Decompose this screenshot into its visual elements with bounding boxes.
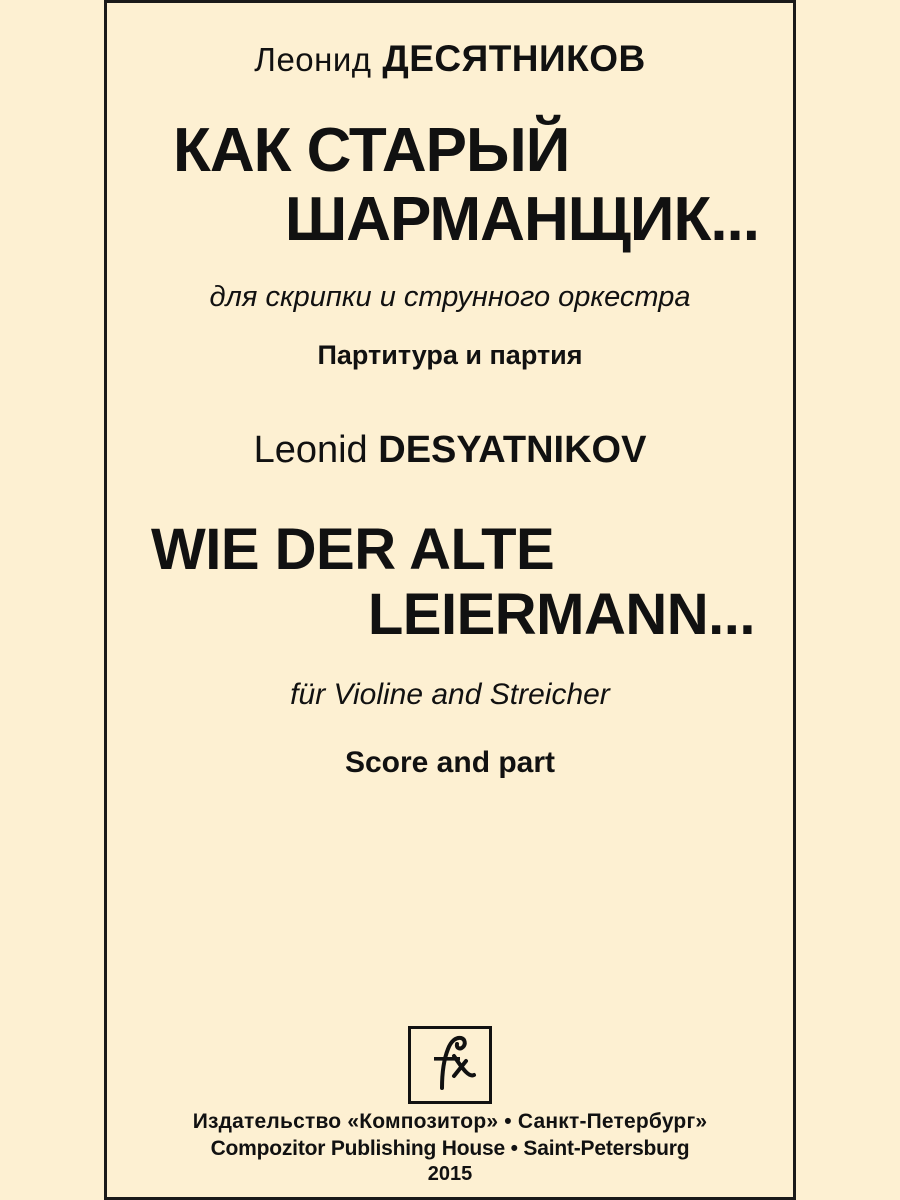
work-title-german (135, 518, 765, 648)
publisher-name-english: Compozitor Publishing House • Saint-Petersburg (210, 1137, 690, 1160)
edition-kind-english: Score and part (344, 745, 556, 779)
work-subtitle-german: für Violine and Streicher (290, 677, 610, 711)
composer-first-name-russian: Леонид (254, 41, 372, 78)
compozitor-publishing-logo-icon (408, 1026, 492, 1104)
composer-first-name-english: Leonid (253, 428, 368, 471)
border-line-right (793, 0, 796, 1200)
work-title-russian-line-1: КАК СТАРЫЙ (173, 116, 570, 185)
publisher-logo-container (135, 1026, 765, 1104)
work-title-russian-line-2: ШАРМАНЩИК... (284, 185, 759, 255)
cover-content (107, 0, 793, 1200)
publisher-name-russian: Издательство «Композитор» • Санкт-Петербург» (192, 1110, 708, 1133)
work-subtitle-russian: для скрипки и струнного оркестра (209, 280, 691, 313)
publisher-imprint (135, 1110, 765, 1186)
work-title-german-line-2: LEIERMANN... (367, 581, 755, 647)
publication-year: 2015 (427, 1163, 473, 1185)
edition-kind-russian: Партитура и партия (317, 339, 583, 370)
composer-name-russian (135, 38, 765, 80)
composer-last-name-english: DESYATNIKOV (378, 428, 647, 471)
composer-name-english (135, 429, 765, 472)
work-title-german-line-1: WIE DER ALTE (151, 516, 555, 582)
composer-last-name-russian: ДЕСЯТНИКОВ (382, 38, 646, 79)
work-title-russian (135, 116, 765, 255)
